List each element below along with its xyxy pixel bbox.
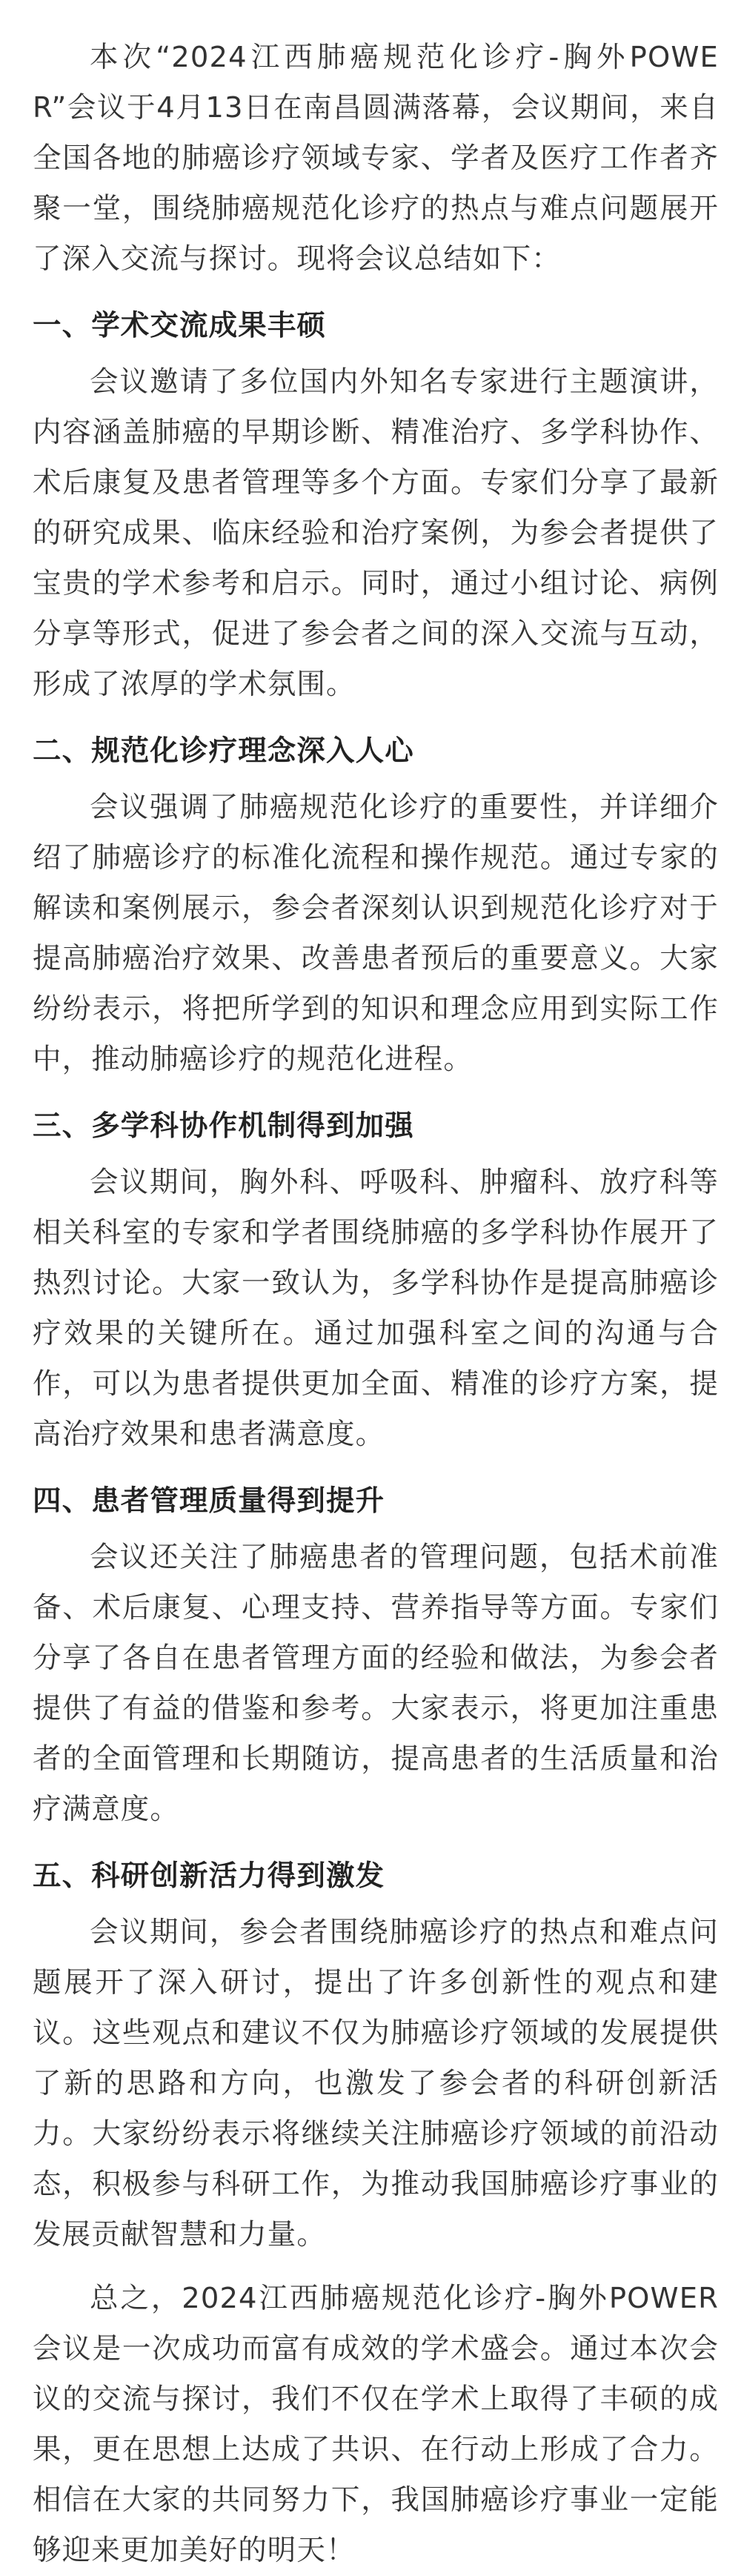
section-3-body: 会议期间，胸外科、呼吸科、肿瘤科、放疗科等相关科室的专家和学者围绕肺癌的多学科协作展开了热烈讨论。大家一致认为，多学科协作是提高肺癌诊疗效果的关键所在。通过加强科室之间的沟通与合作，可以为患者提供更加全面、精准的诊疗方案，提高治疗效果和患者满意度。	[33, 1166, 719, 1451]
intro-paragraph: 本次“2024江西肺癌规范化诊疗-胸外POWER”会议于4月13日在南昌圆满落幕，会议期间，来自全国各地的肺癌诊疗领域专家、学者及医疗工作者齐聚一堂，围绕肺癌规范化诊疗的热点与难点问题展开了深入交流与探讨。现将会议总结如下：	[33, 41, 719, 276]
section-4-body: 会议还关注了肺癌患者的管理问题，包括术前准备、术后康复、心理支持、营养指导等方面。专家们分享了各自在患者管理方面的经验和做法，为参会者提供了有益的借鉴和参考。大家表示，将更加注重患者的全面管理和长期随访，提高患者的生活质量和治疗满意度。	[33, 1541, 719, 1826]
section-3-heading: 三、多学科协作机制得到加强	[33, 1109, 414, 1143]
section-1-heading: 一、学术交流成果丰硕	[33, 309, 327, 342]
closing-paragraph: 总之，2024江西肺癌规范化诊疗-胸外POWER会议是一次成功而富有成效的学术盛会。通过本次会议的交流与探讨，我们不仅在学术上取得了丰硕的成果，更在思想上达成了共识、在行动上形成了合力。相信在大家的共同努力下，我国肺癌诊疗事业一定能够迎来更加美好的明天！	[33, 2282, 719, 2567]
section-2-body: 会议强调了肺癌规范化诊疗的重要性，并详细介绍了肺癌诊疗的标准化流程和操作规范。通过专家的解读和案例展示，参会者深刻认识到规范化诊疗对于提高肺癌治疗效果、改善患者预后的重要意义。大家纷纷表示，将把所学到的知识和理念应用到实际工作中，推动肺癌诊疗的规范化进程。	[33, 791, 719, 1076]
section-1-body: 会议邀请了多位国内外知名专家进行主题演讲，内容涵盖肺癌的早期诊断、精准治疗、多学科协作、术后康复及患者管理等多个方面。专家们分享了最新的研究成果、临床经验和治疗案例，为参会者提供了宝贵的学术参考和启示。同时，通过小组讨论、病例分享等形式，促进了参会者之间的深入交流与互动，形成了浓厚的学术氛围。	[33, 365, 719, 701]
section-5-body: 会议期间，参会者围绕肺癌诊疗的热点和难点问题展开了深入研讨，提出了许多创新性的观点和建议。这些观点和建议不仅为肺癌诊疗领域的发展提供了新的思路和方向，也激发了参会者的科研创新活力。大家纷纷表示将继续关注肺癌诊疗领域的前沿动态，积极参与科研工作，为推动我国肺癌诊疗事业的发展贡献智慧和力量。	[33, 1916, 719, 2251]
section-2-heading: 二、规范化诊疗理念深入人心	[33, 734, 414, 768]
section-5-heading: 五、科研创新活力得到激发	[33, 1859, 385, 1893]
section-4-heading: 四、患者管理质量得到提升	[33, 1484, 385, 1518]
